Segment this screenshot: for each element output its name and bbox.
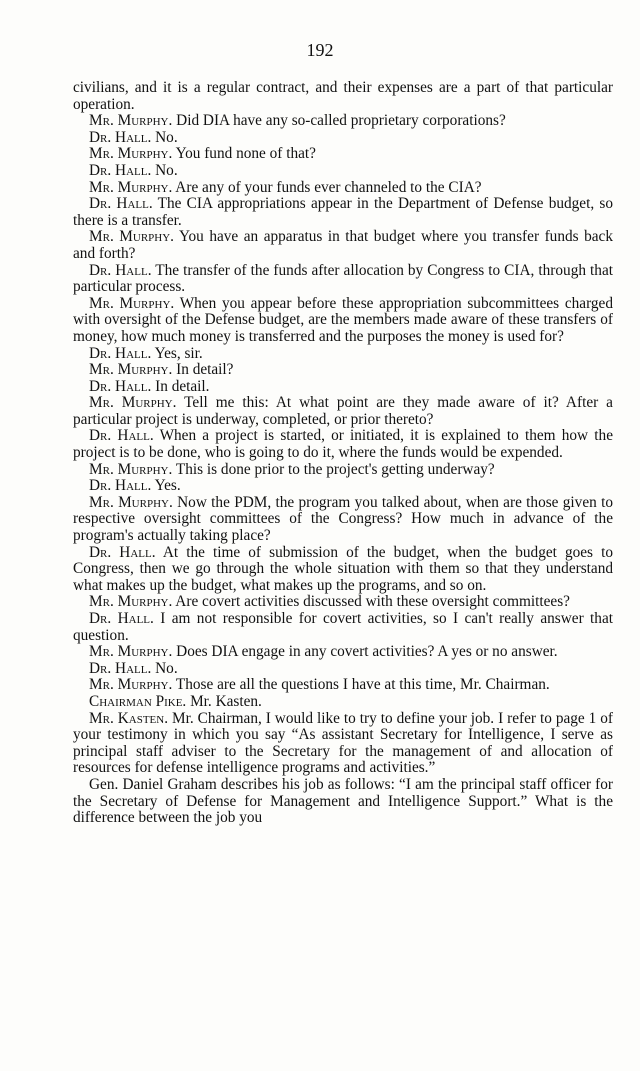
paragraph-text: No. [155, 161, 178, 179]
paragraph [73, 777, 613, 827]
speaker-name: Dr. Hall. [89, 610, 154, 627]
paragraph [73, 462, 613, 479]
paragraph [73, 545, 613, 595]
speaker-name: Dr. Hall. [89, 477, 152, 495]
speaker-name: Mr. Murphy. [89, 361, 173, 379]
speaker-name: Dr. Hall. [89, 161, 152, 179]
paragraph [73, 711, 613, 777]
paragraph-text: Those are all the questions I have at this time, Mr. Chairman. [175, 676, 550, 694]
speaker-name: Mr. Murphy. [89, 460, 173, 478]
paragraph-text: Yes. [154, 477, 181, 495]
paragraph-text: The CIA appropriations appear in the Department of Defense budget, so there is a transfer. [73, 195, 613, 229]
speaker-name: Mr. Murphy. [89, 294, 175, 312]
paragraph-text: You fund none of that? [175, 145, 316, 163]
paragraph-text: No. [155, 659, 178, 677]
speaker-name: Mr. Murphy. [89, 145, 173, 163]
paragraph-text: This is done prior to the project's getting underway? [175, 460, 495, 478]
paragraph [73, 196, 613, 229]
speaker-name: Dr. Hall. [89, 344, 152, 362]
speaker-name: Mr. Murphy. [89, 593, 173, 611]
speaker-name: Dr. Hall. [89, 195, 153, 213]
paragraph-text: Mr. Chairman, I would like to try to define your job. I refer to page 1 of your testimony in which you say “As assistant Secretary for Intelligence, I serve as principal staff adviser to the Secretary for the management of and allocation of resources for defense intelligence programs and activities.” [73, 709, 614, 777]
paragraph-text: The transfer of the funds after allocation by Congress to CIA, through that particular process. [73, 261, 613, 296]
speaker-name: Dr. Hall. [89, 261, 152, 279]
speaker-name: Dr. Hall. [89, 427, 154, 445]
paragraph [73, 379, 613, 396]
paragraph [73, 395, 613, 428]
paragraph-text: Did DIA have any so-called proprietary corporations? [176, 112, 506, 130]
paragraph [73, 163, 613, 180]
speaker-name: Mr. Murphy. [89, 394, 177, 412]
speaker-name: Dr. Hall. [89, 543, 156, 561]
paragraph-text: civilians, and it is a regular contract, and their expenses are a part of that particular operation. [73, 79, 613, 113]
paragraph [73, 594, 613, 611]
paragraph [73, 495, 613, 545]
speaker-name: Mr. Kasten. [89, 709, 169, 727]
paragraph-text: Are covert activities discussed with these oversight committees? [175, 593, 570, 611]
speaker-name: Mr. Murphy. [89, 643, 173, 661]
paragraph [73, 611, 613, 644]
paragraph-text: When a project is started, or initiated, it is explained to them how the project is to be done, who is going to do it, where the funds would be expended. [73, 427, 613, 462]
paragraph [73, 362, 613, 379]
page-number: 192 [306, 40, 334, 60]
paragraph [73, 346, 613, 363]
paragraph-text: You have an apparatus in that budget where you transfer funds back and forth? [73, 228, 613, 262]
speaker-name: Dr. Hall. [89, 659, 152, 677]
paragraph [73, 677, 613, 694]
paragraph [73, 694, 613, 711]
paragraph [73, 229, 613, 262]
paragraph-text: Are any of your funds ever channeled to the CIA? [175, 178, 482, 196]
paragraph [73, 644, 613, 661]
paragraph-text: At the time of submission of the budget, when the budget goes to Congress, then we go through the whole situation with them so that they understand what makes up the budget, what makes up the programs, and so on. [73, 543, 614, 594]
paragraph-text: No. [155, 128, 178, 146]
paragraph [73, 478, 613, 495]
paragraph [73, 661, 613, 678]
speaker-name: Dr. Hall. [89, 377, 152, 395]
paragraph [73, 263, 613, 296]
speaker-name: Chairman Pike. [89, 692, 187, 710]
paragraph [73, 428, 613, 461]
transcript-body [73, 80, 613, 827]
paragraph [73, 80, 613, 113]
paragraph-text: Mr. Kasten. [190, 692, 262, 710]
speaker-name: Mr. Murphy. [89, 112, 173, 130]
paragraph-text: Tell me this: At what point are they made aware of it? After a particular project is underway, completed, or prior thereto? [73, 394, 613, 428]
paragraph [73, 146, 613, 163]
paragraph-text: Yes, sir. [154, 344, 203, 362]
speaker-name: Dr. Hall. [89, 128, 152, 146]
paragraph [73, 130, 613, 147]
paragraph-text: Gen. Daniel Graham describes his job as follows: “I am the principal staff officer for the Secretary of Defense for Management and Intelligence Support.” What is the difference between the job you [73, 775, 613, 827]
speaker-name: Mr. Murphy. [89, 676, 173, 694]
speaker-name: Mr. Murphy. [89, 228, 175, 246]
speaker-name: Mr. Murphy. [89, 493, 173, 511]
paragraph-text: When you appear before these appropriation subcommittees charged with oversight of the Defense budget, are the members made aware of these transfers of money, how much money is transferred and the purposes the money is used for? [73, 294, 613, 345]
paragraph-text: Does DIA engage in any covert activities? A yes or no answer. [176, 643, 558, 661]
paragraph [73, 180, 613, 197]
paragraph-text: In detail. [155, 377, 210, 395]
paragraph-text: Now the PDM, the program you talked about, when are those given to respective oversight committees of the Congress? How much in advance of the program's actually taking place? [73, 493, 613, 545]
paragraph [73, 113, 613, 130]
paragraph-text: In detail? [176, 361, 234, 379]
paragraph-text: I am not responsible for covert activities, so I can't really answer that question. [73, 610, 613, 644]
paragraph [73, 296, 613, 346]
speaker-name: Mr. Murphy. [89, 178, 173, 196]
